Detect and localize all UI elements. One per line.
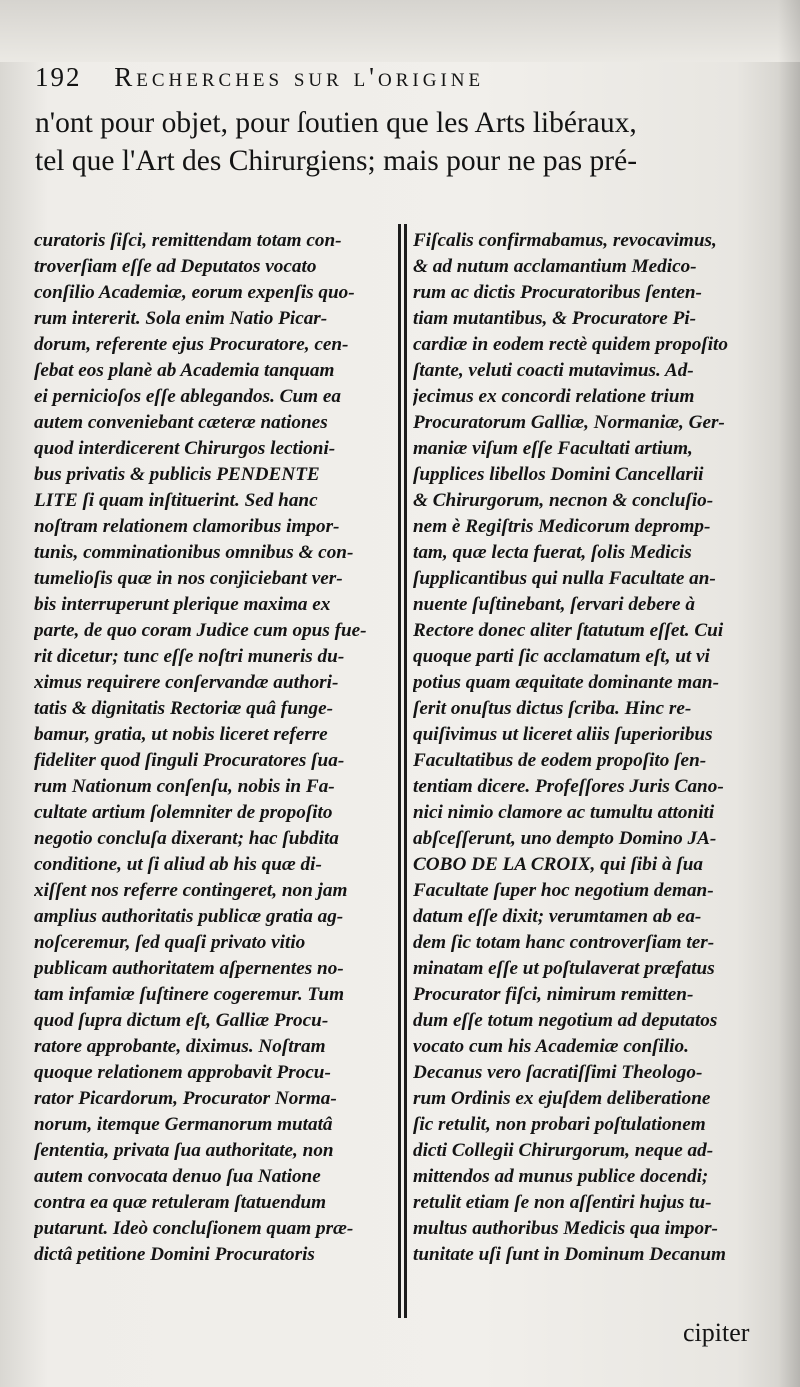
text-line: tatis & dignitatis Rectoriæ quâ funge- [34, 698, 334, 719]
text-line: Rectore donec aliter ſtatutum eſſet. Cui [413, 620, 724, 641]
text-line: curatoris ſiſci, remittendam totam con- [34, 230, 342, 251]
column-divider-rule [398, 224, 401, 1318]
text-line: tentiam dicere. Profeſſores Juris Cano- [413, 776, 724, 797]
page-edge-shadow [778, 0, 800, 1387]
text-line: conditione, ut ſi aliud ab his quæ di- [34, 854, 322, 875]
text-line: maniæ viſum eſſe Facultati artium, [413, 438, 693, 459]
text-line: retulit etiam ſe non aſſentiri hujus tu- [413, 1192, 712, 1213]
text-line: rum ac dictis Procuratoribus ſenten- [413, 282, 702, 303]
page-number: 192 [35, 62, 82, 92]
text-line: & Chirurgorum, necnon & concluſio- [413, 490, 714, 511]
text-line: nem è Regiſtris Medicorum depromp- [413, 516, 711, 537]
text-line: quod ſupra dictum eſt, Galliæ Procu- [34, 1010, 329, 1031]
text-line: nuente ſuſtinebant, ſervari debere à [413, 594, 695, 615]
text-line: dem ſic totam hanc controverſiam ter- [413, 932, 715, 953]
intro-line: n'ont pour objet, pour ſoutien que les Arts libéraux, [35, 107, 637, 139]
text-line: tumelioſis quæ in nos conjiciebant ver- [34, 568, 343, 589]
text-line: ſic retulit, non probari poſtulationem [413, 1114, 706, 1135]
text-line: dorum, referente ejus Procuratore, cen- [34, 334, 349, 355]
text-line: bis interruperunt plerique maxima ex [34, 594, 331, 615]
text-line: Procuratorum Galliæ, Normaniæ, Ger- [413, 412, 725, 433]
text-line: potius quam æquitate dominante man- [413, 672, 719, 693]
text-line: troverſiam eſſe ad Deputatos vocato [34, 256, 317, 277]
text-line: amplius authoritatis publicæ gratia ag- [34, 906, 344, 927]
text-line: dicti Collegii Chirurgorum, neque ad- [413, 1140, 714, 1161]
left-column [34, 228, 402, 1268]
column-divider-rule [404, 224, 407, 1318]
text-line: rit dicetur; tunc eſſe noſtri muneris du- [34, 646, 345, 667]
text-line: Facultate ſuper hoc negotium deman- [413, 880, 714, 901]
text-line: xiſſent nos referre contingeret, non jam [34, 880, 348, 901]
text-line: Fiſcalis confirmabamus, revocavimus, [413, 230, 717, 251]
text-line: parte, de quo coram Judice cum opus fue- [34, 620, 367, 641]
text-line: Decanus vero ſacratiſſimi Theologo- [413, 1062, 703, 1083]
text-line: quoque parti ſic acclamatum eſt, ut vi [413, 646, 710, 667]
text-line: ſtante, veluti coacti mutavimus. Ad- [413, 360, 694, 381]
text-line: cardiæ in eodem rectè quidem propoſito [413, 334, 728, 355]
text-line: ſerit onuſtus dictus ſcriba. Hinc re- [413, 698, 692, 719]
text-line: Procurator fiſci, nimirum remitten- [413, 984, 694, 1005]
text-line: publicam authoritatem aſpernentes no- [34, 958, 344, 979]
text-line: rum Nationum conſenſu, nobis in Fa- [34, 776, 335, 797]
text-line: abſceſſerunt, uno dempto Domino JA- [413, 828, 717, 849]
text-line: rator Picardorum, Procurator Norma- [34, 1088, 337, 1109]
text-line: bus privatis & publicis PENDENTE [34, 464, 320, 485]
text-line: tam, quæ lecta fuerat, ſolis Medicis [413, 542, 692, 563]
text-line: ei pernicioſos eſſe ablegandos. Cum ea [34, 386, 341, 407]
text-line: ſententia, privata ſua authoritate, non [34, 1140, 334, 1161]
intro-line: tel que l'Art des Chirurgiens; mais pour ne pas pré- [35, 145, 638, 177]
text-line: jecimus ex concordi relatione trium [413, 386, 695, 407]
text-line: quiſivimus ut liceret aliis ſuperioribus [413, 724, 713, 745]
text-line: dum eſſe totum negotium ad deputatos [413, 1010, 718, 1031]
text-line: negotio concluſa dixerant; hac ſubdita [34, 828, 339, 849]
text-line: minatam eſſe ut poſtulaverat præfatus [413, 958, 715, 979]
text-line: LITE ſi quam inſtituerint. Sed hanc [34, 490, 318, 511]
running-title: Recherches sur l'origine [114, 62, 485, 92]
text-line: & ad nutum acclamantium Medico- [413, 256, 697, 277]
text-line: ſupplices libellos Domini Cancellarii [413, 464, 704, 485]
text-line: mittendos ad munus publice docendi; [413, 1166, 709, 1187]
text-line: fideliter quod ſinguli Procuratores ſua- [34, 750, 345, 771]
text-line: noſceremur, ſed quaſi privato vitio [34, 932, 306, 953]
text-line: COBO DE LA CROIX, qui ſibi à ſua [413, 854, 704, 875]
text-line: quod interdicerent Chirurgos lectioni- [34, 438, 336, 459]
text-line: ximus requirere conſervandæ authori- [34, 672, 339, 693]
text-line: ratore approbante, diximus. Noſtram [34, 1036, 326, 1057]
text-line: ſebat eos planè ab Academia tanquam [34, 360, 335, 381]
text-line: autem convocata denuo ſua Natione [34, 1166, 321, 1187]
text-line: multus authoribus Medicis qua impor- [413, 1218, 718, 1239]
text-line: vocato cum his Academiæ conſilio. [413, 1036, 689, 1057]
text-line: bamur, gratia, ut nobis liceret referre [34, 724, 328, 745]
text-line: tunitate uſi ſunt in Dominum Decanum [413, 1244, 726, 1265]
text-line: autem conveniebant cæteræ nationes [34, 412, 328, 433]
text-line: ſupplicantibus qui nulla Facultate an- [413, 568, 716, 589]
text-line: quoque relationem approbavit Procu- [34, 1062, 331, 1083]
show-through-bleed [0, 0, 800, 62]
text-line: rum intererit. Sola enim Natio Picar- [34, 308, 328, 329]
text-line: norum, itemque Germanorum mutatâ [34, 1114, 333, 1135]
running-header [35, 62, 775, 93]
text-line: cultate artium ſolemniter de propoſito [34, 802, 333, 823]
text-line: conſilio Academiæ, eorum expenſis quo- [34, 282, 355, 303]
text-line: dictâ petitione Domini Procuratoris [34, 1244, 315, 1265]
text-line: datum eſſe dixit; verumtamen ab ea- [413, 906, 702, 927]
text-line: tam infamiæ ſuſtinere cogeremur. Tum [34, 984, 345, 1005]
text-line: Facultatibus de eodem propoſito ſen- [413, 750, 707, 771]
text-line: rum Ordinis ex ejuſdem deliberatione [413, 1088, 711, 1109]
right-column [413, 228, 781, 1268]
intro-text [35, 104, 775, 180]
catchword: cipiter [683, 1318, 750, 1347]
text-line: noſtram relationem clamoribus impor- [34, 516, 340, 537]
text-line: tiam mutantibus, & Procuratore Pi- [413, 308, 697, 329]
text-line: contra ea quæ retuleram ſtatuendum [34, 1192, 327, 1213]
text-line: putarunt. Ideò concluſionem quam præ- [34, 1218, 354, 1239]
text-line: nici nimio clamore ac tumultu attoniti [413, 802, 715, 823]
text-line: tunis, comminationibus omnibus & con- [34, 542, 354, 563]
